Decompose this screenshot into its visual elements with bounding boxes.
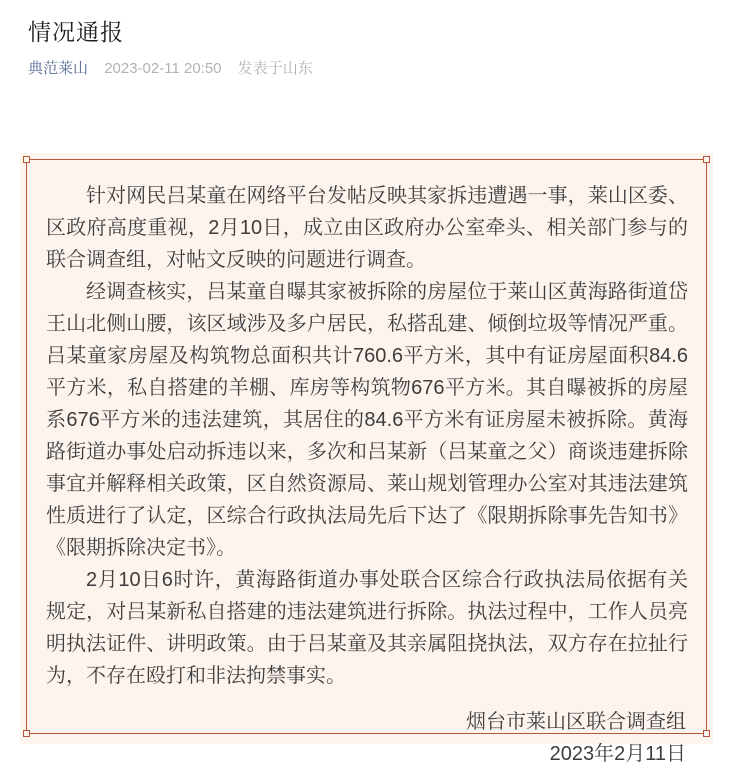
notice-paragraph: 经调查核实，吕某童自曝其家被拆除的房屋位于莱山区黄海路街道岱王山北侧山腰，该区域涉及多户居民，私搭乱建、倾倒垃圾等情况严重。吕某童家房屋及构筑物总面积共计760.6平方米，其中有证房屋面积84.6平方米，私自搭建的羊棚、库房等构筑物676平方米。其自曝被拆的房屋系676平方米的违法建筑，其居住的84.6平方米有证房屋未被拆除。黄海路街道办事处启动拆违以来，多次和吕某新（吕某童之父）商谈违建拆除事宜并解释相关政策，区自然资源局、莱山规划管理办公室对其违法建筑性质进行了认定，区综合行政执法局先后下达了《限期拆除事先告知书》《限期拆除决定书》。 [46,281,688,559]
account-name-link[interactable]: 典范莱山 [28,60,89,77]
page-title: 情况通报 [28,19,124,45]
signature-block [46,706,688,769]
publish-time: 2023-02-11 20:50 [104,60,222,77]
corner-ornament-top-left [23,156,30,163]
corner-ornament-bottom-right [703,730,710,737]
signature-date: 2023年2月11日 [549,743,686,765]
notice-paragraph: 针对网民吕某童在网络平台发帖反映其家拆违遭遇一事，莱山区委、区政府高度重视，2月10日，成立由区政府办公室牵头、相关部门参与的联合调查组，对帖文反映的问题进行调查。 [46,185,688,271]
notice-image[interactable] [20,153,713,765]
notice-border-box [26,159,707,765]
publish-location: 发表于山东 [237,60,313,77]
signature-org: 烟台市莱山区联合调查组 [466,711,686,733]
byline [28,59,325,79]
notice-paragraph: 2月10日6时许，黄海路街道办事处联合区综合行政执法局依据有关规定，对吕某新私自搭建的违法建筑进行拆除。执法过程中，工作人员亮明执法证件、讲明政策。由于吕某童及其亲属阻挠执法，双方存在拉扯行为，不存在殴打和非法拘禁事实。 [46,569,688,687]
corner-ornament-bottom-left [23,730,30,737]
notice-body [46,180,688,769]
corner-ornament-top-right [703,156,710,163]
